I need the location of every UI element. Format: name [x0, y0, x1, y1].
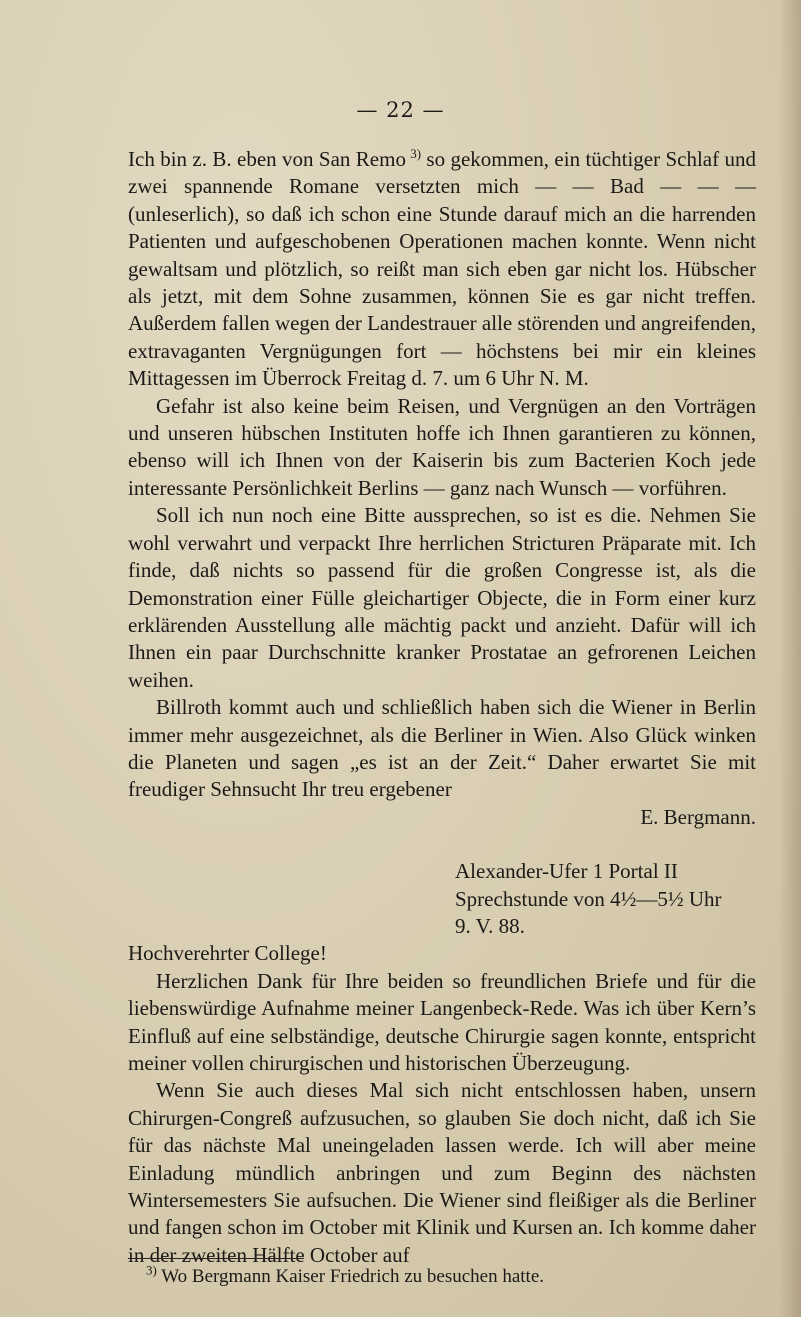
page-edge-shadow	[779, 0, 801, 1317]
footnote	[146, 1264, 766, 1290]
signature: E. Bergmann.	[640, 804, 756, 829]
footnote-ref: 3)	[410, 146, 422, 161]
address-line-1: Alexander-Ufer 1 Portal II	[455, 859, 678, 884]
page-number: — 22 —	[356, 98, 445, 122]
paragraph-4: Billroth kommt auch und schließlich haben sich die Wiener in Berlin immer mehr ausgezeichnet, als die Berliner in Wien. Also Glück winken die Planeten und sagen „es ist an der Zeit.“ Daher erwartet Sie mit freudiger Sehnsucht Ihr treu ergebener	[128, 695, 756, 802]
letter-body	[128, 146, 756, 1269]
address-block	[455, 858, 756, 940]
paragraph-1-start: Ich bin z. B. eben von San Remo	[128, 147, 406, 171]
paragraph-6: Wenn Sie auch dieses Mal sich nicht entschlossen haben, unsern Chirurgen-Congreß aufzusuchen, so glauben Sie doch nicht, daß ich Sie für das nächste Mal uneingeladen lassen werde. Ich will aber meine Einladung mündlich anbringen und zum Beginn des nächsten Wintersemesters Sie aufsuchen. Die Wiener sind fleißiger als die Berliner und fangen schon im October mit Klinik und Kursen an. Ich komme daher in der zweiten Hälfte October auf	[128, 1078, 756, 1267]
footnote-marker: 3)	[146, 1262, 157, 1278]
paragraph-1-rest: so gekommen, ein tüchtiger Schlaf und zwei spannende Romane versetzten mich — — Bad — — — (unleserlich), so daß ich schon eine Stunde darauf mich an die harrenden Patienten und aufgeschobenen Operationen machen konnte. Wenn nicht gewaltsam und plötzlich, so reißt man sich eben gar nicht los. Hübscher als jetzt, mit dem Sohne zusammen, können Sie es gar nicht treffen. Außerdem fallen wegen der Landestrauer alle störenden und angreifenden, extravaganten Vergnügungen fort — höchstens bei mir ein kleines Mittagessen im Überrock Freitag d. 7. um 6 Uhr N. M.	[128, 147, 757, 391]
footnote-divider	[128, 1258, 304, 1259]
salutation: Hochverehrter College!	[128, 941, 327, 966]
paragraph-3: Soll ich nun noch eine Bitte aussprechen, so ist es die. Nehmen Sie wohl verwahrt und verpackt Ihre herrlichen Stricturen Präparate mit. Ich finde, daß nichts so passend für die großen Congresse ist, als die Demonstration einer Fülle gleichartiger Objecte, die in Form einer kurz erklärenden Ausstellung alle mächtig packt und anzieht. Dafür will ich Ihnen ein paar Durchschnitte kranker Prostatae an gefrorenen Leichen weihen.	[128, 503, 756, 692]
paragraph-5: Herzlichen Dank für Ihre beiden so freundlichen Briefe und für die liebenswürdige Aufnahme meiner Langenbeck-Rede. Was ich über Kern’s Einfluß auf eine selbständige, deutsche Chirurgie sagen konnte, entspricht meiner vollen chirurgischen und historischen Überzeugung.	[128, 968, 756, 1075]
address-line-2: Sprechstunde von 4½—5½ Uhr	[455, 886, 722, 911]
paragraph-2: Gefahr ist also keine beim Reisen, und Vergnügen an den Vorträgen und unseren hübschen Instituten hoffe ich Ihnen garantieren zu können, ebenso will ich Ihnen von der Kaiserin bis zum Bacterien Koch jede interessante Persönlichkeit Berlins — ganz nach Wunsch — vorführen.	[128, 393, 756, 500]
letter-date: 9. V. 88.	[455, 913, 525, 938]
footnote-text: Wo Bergmann Kaiser Friedrich zu besuchen hatte.	[161, 1266, 545, 1287]
paragraph-1	[128, 146, 756, 393]
